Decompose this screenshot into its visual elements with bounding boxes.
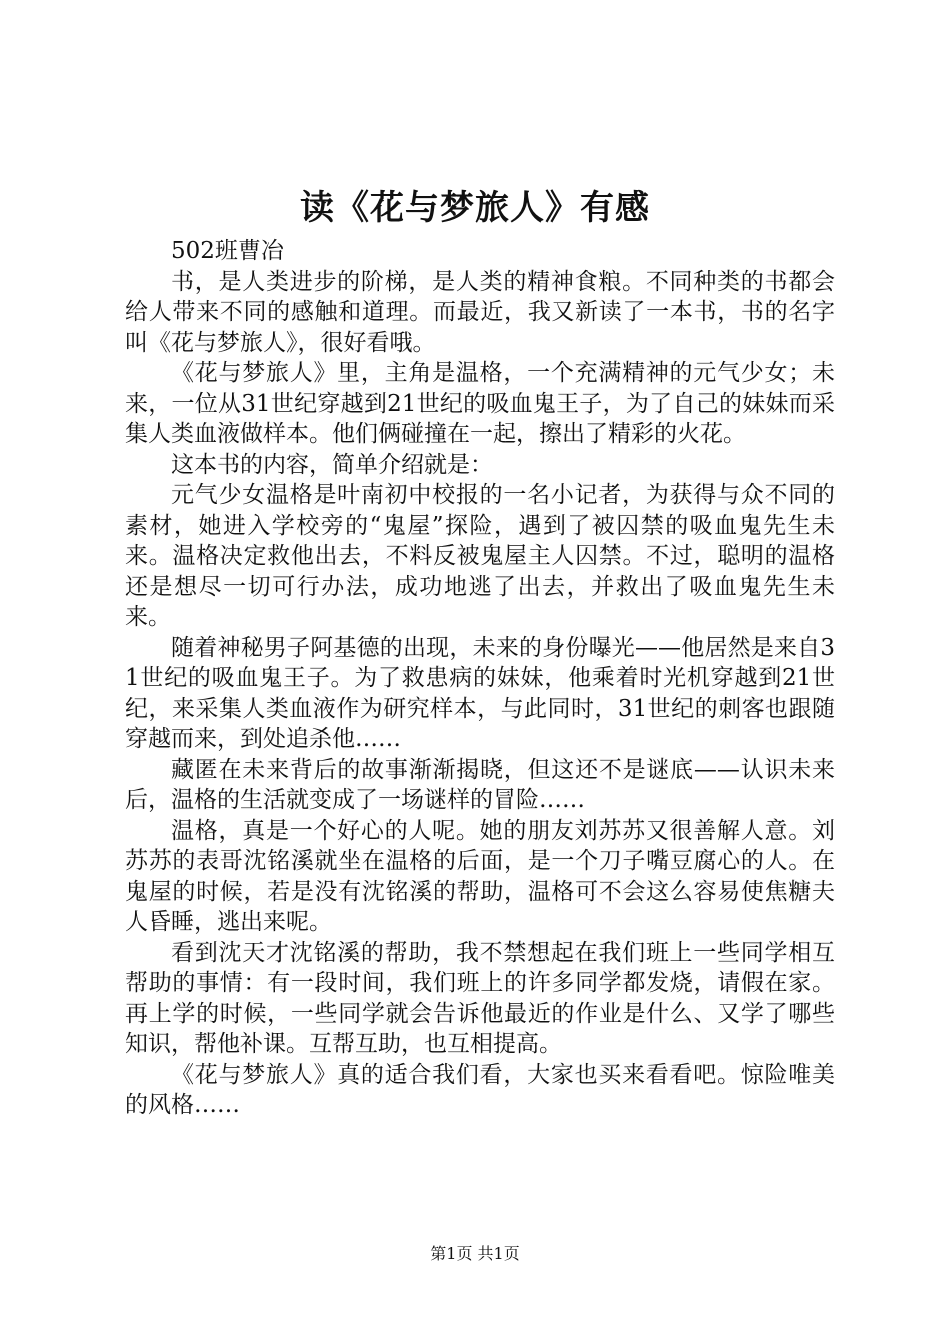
paragraph: 《花与梦旅人》真的适合我们看，大家也买来看看吧。惊险唯美的风格…… <box>125 1061 835 1118</box>
author-line: 502班曹冶 <box>171 238 284 264</box>
paragraph: 元气少女温格是叶南初中校报的一名小记者，为获得与众不同的素材，她进入学校旁的“鬼屋”探险，遇到了被囚禁的吸血鬼先生未来。温格决定救他出去，不料反被鬼屋主人囚禁。不过，聪明的温格还是想尽一切可行办法，成功地逃了出去，并救出了吸血鬼先生未来。 <box>125 482 835 630</box>
paragraph: 温格，真是一个好心的人呢。她的朋友刘苏苏又很善解人意。刘苏苏的表哥沈铭溪就坐在温格的后面，是一个刀子嘴豆腐心的人。在鬼屋的时候，若是没有沈铭溪的帮助，温格可不会这么容易使焦糖夫人昏睡，逃出来呢。 <box>125 817 835 935</box>
paragraph: 这本书的内容，简单介绍就是： <box>171 451 493 478</box>
page-footer: 第1页 共1页 <box>430 1244 520 1263</box>
paragraph: 随着神秘男子阿基德的出现，未来的身份曝光——他居然是来自31世纪的吸血鬼王子。为了救患病的妹妹，他乘着时光机穿越到21世纪，来采集人类血液作为研究样本，与此同时，31世纪的刺客也跟随穿越而来，到处追杀他…… <box>125 634 835 752</box>
paragraph: 《花与梦旅人》里，主角是温格，一个充满精神的元气少女；未来，一位从31世纪穿越到21世纪的吸血鬼王子，为了自己的妹妹而采集人类血液做样本。他们俩碰撞在一起，擦出了精彩的火花。 <box>125 360 835 447</box>
page-title: 读《花与梦旅人》有感 <box>300 188 650 228</box>
paragraph: 书，是人类进步的阶梯，是人类的精神食粮。不同种类的书都会给人带来不同的感触和道理。而最近，我又新读了一本书，书的名字叫《花与梦旅人》，很好看哦。 <box>125 268 835 356</box>
paragraph: 看到沈天才沈铭溪的帮助，我不禁想起在我们班上一些同学相互帮助的事情：有一段时间，我们班上的许多同学都发烧，请假在家。再上学的时候，一些同学就会告诉他最近的作业是什么、又学了哪些知识，帮他补课。互帮互助，也互相提高。 <box>125 939 835 1057</box>
document-body <box>125 236 835 1121</box>
paragraph: 藏匿在未来背后的故事渐渐揭晓，但这还不是谜底——认识未来后，温格的生活就变成了一场谜样的冒险…… <box>125 756 835 813</box>
